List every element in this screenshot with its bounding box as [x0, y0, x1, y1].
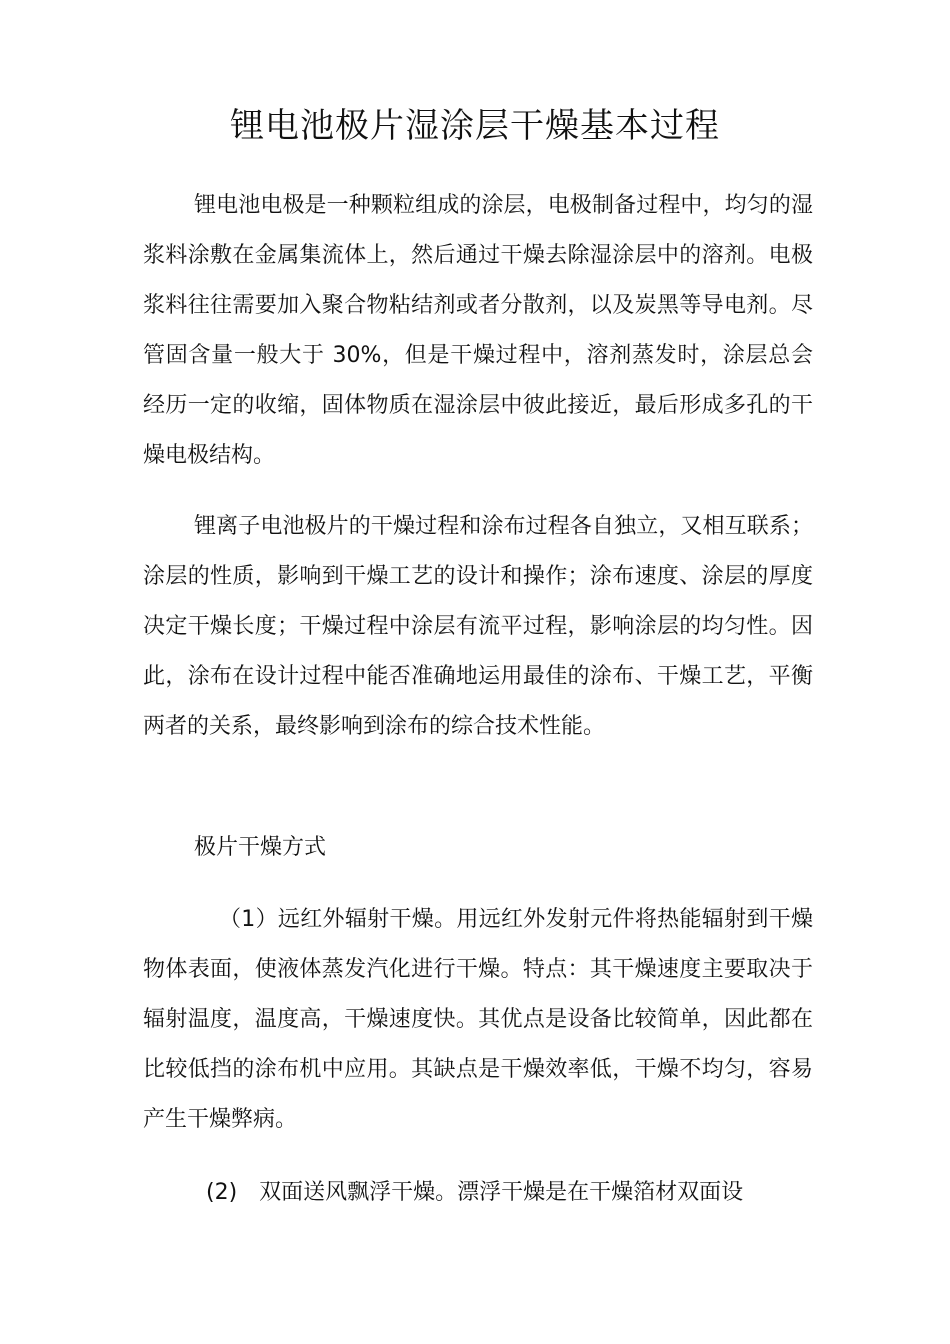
paragraph-drying-and-coating: 锂离子电池极片的干燥过程和涂布过程各自独立，又相互联系；涂层的性质，影响到干燥工艺的设计和操作；涂布速度、涂层的厚度决定干燥长度；干燥过程中涂层有流平过程，影响涂层的均匀性。因此，涂布在设计过程中能否准确地运用最佳的涂布、干燥工艺，平衡两者的关系，最终影响到涂布的综合技术性能。	[143, 514, 813, 739]
document-title: 锂电池极片湿涂层干燥基本过程	[230, 106, 720, 146]
section-heading-drying-methods: 极片干燥方式	[194, 835, 327, 860]
paragraph-infrared-drying: （1）远红外辐射干燥。用远红外发射元件将热能辐射到干燥物体表面，使液体蒸发汽化进行干燥。特点：其干燥速度主要取决于辐射温度，温度高，干燥速度快。其优点是设备比较简单，因此都在比较低挡的涂布机中应用。其缺点是干燥效率低，干燥不均匀，容易产生干燥弊病。	[143, 907, 813, 1132]
paragraph-floating-drying: (2) 双面送风飘浮干燥。漂浮干燥是在干燥箔材双面设	[206, 1180, 744, 1205]
paragraph-electrode-coating: 锂电池电极是一种颗粒组成的涂层，电极制备过程中，均匀的湿浆料涂敷在金属集流体上，然后通过干燥去除湿涂层中的溶剂。电极浆料往往需要加入聚合物粘结剂或者分散剂，以及炭黑等导电剂。尽管固含量一般大于 30%，但是干燥过程中，溶剂蒸发时，涂层总会经历一定的收缩，固体物质在湿涂层中彼此接近，最后形成多孔的干燥电极结构。	[143, 193, 813, 468]
